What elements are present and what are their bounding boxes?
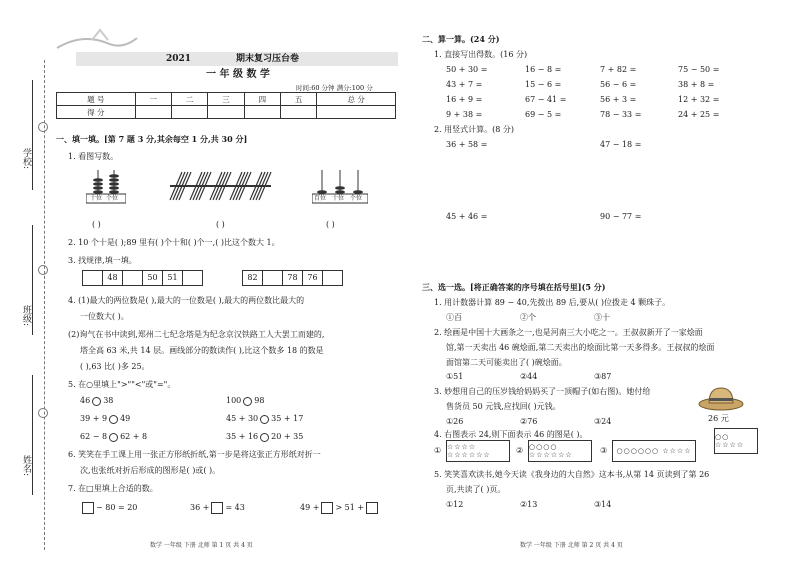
s2-q2-prompt: 2. 用竖式计算。(8 分) <box>434 125 515 134</box>
option[interactable]: ②76 <box>520 417 538 426</box>
s3-q4-text: 4. 右图表示 24,则下面表示 46 的图是( )。 <box>434 430 588 439</box>
class-label: 班级: <box>21 305 31 327</box>
calc-item: 24 + 25 = <box>678 110 720 119</box>
s3-q2-text-3: 面馆第二天可能卖出了( )碗烩面。 <box>446 358 567 367</box>
sequence-cell[interactable] <box>262 270 283 286</box>
s3-q1-text: 1. 用计数器计算 89 − 40,先拨出 89 后,要从( )位拨走 4 颗珠子。 <box>434 298 671 307</box>
table-cell: 二 <box>171 93 207 106</box>
compare-row <box>226 396 264 406</box>
section2-title: 二、算一算。(24 分) <box>422 34 500 44</box>
sequence-cell[interactable] <box>122 270 143 286</box>
hat-icon <box>696 384 746 412</box>
s3-q2-text-1: 2. 绘画是中国十大画条之一,也是河南三大小吃之一。王叔叔新开了一家烩面 <box>434 328 703 337</box>
option[interactable]: ②13 <box>520 500 538 509</box>
binding-line <box>44 60 45 550</box>
calc-item: 56 − 6 = <box>600 80 637 89</box>
compare-circle[interactable] <box>260 415 269 424</box>
vertical-calc-item: 90 − 77 = <box>600 212 642 221</box>
score-cell[interactable] <box>171 106 207 119</box>
binding-hole <box>38 122 48 132</box>
s3-q3-text-2: 售货员 50 元钱,应找回( )元钱。 <box>446 402 561 411</box>
eq-text: > 51 + <box>335 503 365 512</box>
abacus-label-hundreds: 百位 <box>314 195 327 202</box>
compare-left: 35 + 16 <box>226 432 259 441</box>
abacus-label-tens: 十位 <box>332 195 345 202</box>
q2-text: 2. 10 个十是( );89 里有( )个十和( )个一,( )比这个数大 1。 <box>68 238 280 247</box>
q4-text-3: (2)询气在书中读到,郑州二七纪念塔是为纪念京汉铁路工人大罢工而建的, <box>68 330 325 339</box>
compare-right: 49 <box>120 414 131 423</box>
section1-title: 一、填一填。[第 7 题 3 分,其余每空 1 分,共 30 分] <box>56 134 248 144</box>
q5-prompt: 5. 在○里填上">""<"或"="。 <box>68 380 176 389</box>
name-line <box>32 375 33 495</box>
option[interactable]: ①12 <box>446 500 464 509</box>
score-table-header-row <box>57 93 396 106</box>
compare-left: 39 + 9 <box>80 414 108 423</box>
answer-blank[interactable]: ( ) <box>216 220 225 229</box>
compare-right: 38 <box>103 396 114 405</box>
q6-text-1: 6. 笑笑在手工课上用一张正方形纸折纸,第一步是将这张正方形纸对折一 <box>68 450 321 459</box>
answer-box[interactable] <box>321 502 333 514</box>
calc-item: 38 + 8 = <box>678 80 715 89</box>
score-cell[interactable] <box>244 106 280 119</box>
q7-eq-3 <box>300 502 380 514</box>
compare-row <box>80 432 147 442</box>
sequence-cell: 50 <box>142 270 163 286</box>
s3-q2-text-2: 馆,第一天卖出 46 碗烩面,第二天卖出的烩面比第一天多得多。王叔叔的烩面 <box>446 343 715 352</box>
sequence-cell[interactable] <box>182 270 203 286</box>
abacus-label-tens: 十位 <box>90 195 103 202</box>
option[interactable]: ①百 <box>446 313 462 322</box>
calc-item: 7 + 82 = <box>600 65 637 74</box>
compare-row <box>80 414 130 424</box>
vertical-calc-item: 36 + 58 = <box>446 140 488 149</box>
option-marker[interactable]: ① <box>434 446 442 455</box>
section3-title: 三、选一选。[将正确答案的序号填在括号里](5 分) <box>422 282 606 292</box>
school-label: 学校: <box>21 148 31 170</box>
compare-left: 62 − 8 <box>80 432 108 441</box>
compare-left: 46 <box>80 396 91 405</box>
sequence-cell[interactable] <box>322 270 343 286</box>
score-cell[interactable] <box>317 106 396 119</box>
s3-q5-text-2: 页,共读了( )页。 <box>446 485 506 494</box>
answer-box[interactable] <box>366 502 378 514</box>
table-cell: 题 号 <box>57 93 136 106</box>
option-figure[interactable]: ○○○○○○ ☆☆☆☆ <box>612 440 696 462</box>
q7-eq-2 <box>190 502 245 514</box>
score-table <box>56 92 396 119</box>
calc-item: 12 + 32 = <box>678 95 720 104</box>
sequence-cell[interactable] <box>82 270 103 286</box>
sequence-cell: 82 <box>242 270 263 286</box>
compare-left: 45 + 30 <box>226 414 259 423</box>
q4-text-2: 一位数大( )。 <box>80 312 129 321</box>
eq-text: 49 + <box>300 503 320 512</box>
table-cell: 四 <box>244 93 280 106</box>
binder-strip <box>0 0 48 562</box>
option-figure[interactable]: ○○○○ ☆☆☆☆☆☆ <box>528 440 592 462</box>
table-cell: 得 分 <box>57 106 136 119</box>
compare-circle[interactable] <box>243 397 252 406</box>
option[interactable]: ①26 <box>446 417 464 426</box>
binding-hole <box>38 408 48 418</box>
abacus-label-ones: 个位 <box>106 195 119 202</box>
answer-box[interactable] <box>211 502 223 514</box>
calc-item: 43 + 7 = <box>446 80 483 89</box>
compare-row <box>226 432 303 442</box>
sequence-cell: 51 <box>162 270 183 286</box>
calc-item: 67 − 41 = <box>525 95 567 104</box>
calc-item: 69 − 5 = <box>525 110 562 119</box>
answer-blank[interactable]: ( ) <box>326 220 335 229</box>
score-cell[interactable] <box>281 106 317 119</box>
eq-text: = 43 <box>225 503 245 512</box>
calc-item: 16 + 9 = <box>446 95 483 104</box>
compare-row <box>80 396 113 406</box>
option[interactable]: ②44 <box>520 372 538 381</box>
school-line <box>32 80 33 190</box>
table-cell: 一 <box>135 93 171 106</box>
score-cell[interactable] <box>208 106 244 119</box>
option[interactable]: ①51 <box>446 372 464 381</box>
compare-row <box>226 414 303 424</box>
year: 2021 <box>166 54 192 64</box>
compare-circle[interactable] <box>92 397 101 406</box>
compare-left: 100 <box>226 396 242 405</box>
binding-hole <box>38 265 48 275</box>
sequence-cell: 76 <box>302 270 323 286</box>
score-cell[interactable] <box>135 106 171 119</box>
answer-blank[interactable]: ( ) <box>92 220 101 229</box>
page-footer-right: 数学 一年级 下册 北师 第 2 页 共 4 页 <box>520 542 623 549</box>
eq-text: 36 + <box>190 503 210 512</box>
name-label: 姓名: <box>21 455 31 477</box>
compare-right: 62 + 8 <box>120 432 148 441</box>
stick-bundles-icon <box>168 170 288 204</box>
s3-q3-text-1: 3. 妙想用自己的压岁钱给妈妈买了一顶帽子(如右图)。她付给 <box>434 387 651 396</box>
q6-text-2: 次,也张纸对折后形成的图形是( )或( )。 <box>80 466 221 475</box>
vertical-calc-item: 47 − 18 = <box>600 140 642 149</box>
option-marker[interactable]: ③ <box>600 446 608 455</box>
time-info: 时间:60 分钟 满分:100 分 <box>296 84 373 92</box>
compare-circle[interactable] <box>260 433 269 442</box>
compare-right: 20 + 35 <box>271 432 304 441</box>
hat-price: 26 元 <box>708 414 729 423</box>
option[interactable]: ③87 <box>594 372 612 381</box>
page-footer-left: 数学 一年级 下册 北师 第 1 页 共 4 页 <box>150 542 253 549</box>
q7-prompt: 7. 在□里填上合适的数。 <box>68 484 158 493</box>
vertical-calc-item: 45 + 46 = <box>446 212 488 221</box>
compare-circle[interactable] <box>109 433 118 442</box>
option-figure[interactable]: ☆☆☆☆ ☆☆☆☆☆☆ <box>446 440 510 462</box>
calc-item: 75 − 50 = <box>678 65 720 74</box>
q3-prompt: 3. 找规律,填一填。 <box>68 256 137 265</box>
reference-figure: ○○ ☆☆☆☆ <box>714 428 758 454</box>
q4-text-1: 4. (1)最大的两位数是( ),最大的一位数是( ),最大的两位数比最大的 <box>68 296 305 305</box>
option[interactable]: ②个 <box>520 313 536 322</box>
table-cell: 三 <box>208 93 244 106</box>
compare-right: 98 <box>254 396 265 405</box>
option[interactable]: ③十 <box>594 313 610 322</box>
sequence-cell: 48 <box>102 270 123 286</box>
q4-text-4: 塔全高 63 米,共 14 层。画线部分的数读作( ),比这个数多 18 的数是 <box>80 346 324 355</box>
calc-item: 56 + 3 = <box>600 95 637 104</box>
option-marker[interactable]: ② <box>516 446 524 455</box>
compare-circle[interactable] <box>109 415 118 424</box>
q7-eq-1 <box>80 502 137 514</box>
sequence-cell: 78 <box>282 270 303 286</box>
exam-title: 期末复习压台卷 <box>236 54 300 64</box>
option[interactable]: ③14 <box>594 500 612 509</box>
calc-item: 78 − 33 = <box>600 110 642 119</box>
s3-q5-text-1: 5. 笑笑喜欢读书,她今天读《我身边的大自然》这本书,从第 14 页读到了第 26 <box>434 470 710 479</box>
answer-box[interactable] <box>82 502 94 514</box>
compare-right: 35 + 17 <box>271 414 304 423</box>
table-cell: 五 <box>281 93 317 106</box>
abacus-label-ones: 个位 <box>350 195 363 202</box>
q4-text-5: ( ),63 比( )多 25。 <box>80 362 150 371</box>
option[interactable]: ③24 <box>594 417 612 426</box>
score-table-score-row <box>57 106 396 119</box>
calc-item: 16 − 8 = <box>525 65 562 74</box>
calc-item: 9 + 38 = <box>446 110 483 119</box>
s2-q1-prompt: 1. 直接写出得数。(16 分) <box>434 50 528 59</box>
q1-prompt: 1. 看图写数。 <box>68 152 119 161</box>
eq-text: − 80 = 20 <box>96 503 138 512</box>
subject-title: 一 年 级 数 学 <box>206 69 270 80</box>
calc-item: 50 + 30 = <box>446 65 488 74</box>
calc-item: 15 − 6 = <box>525 80 562 89</box>
table-cell: 总 分 <box>317 93 396 106</box>
